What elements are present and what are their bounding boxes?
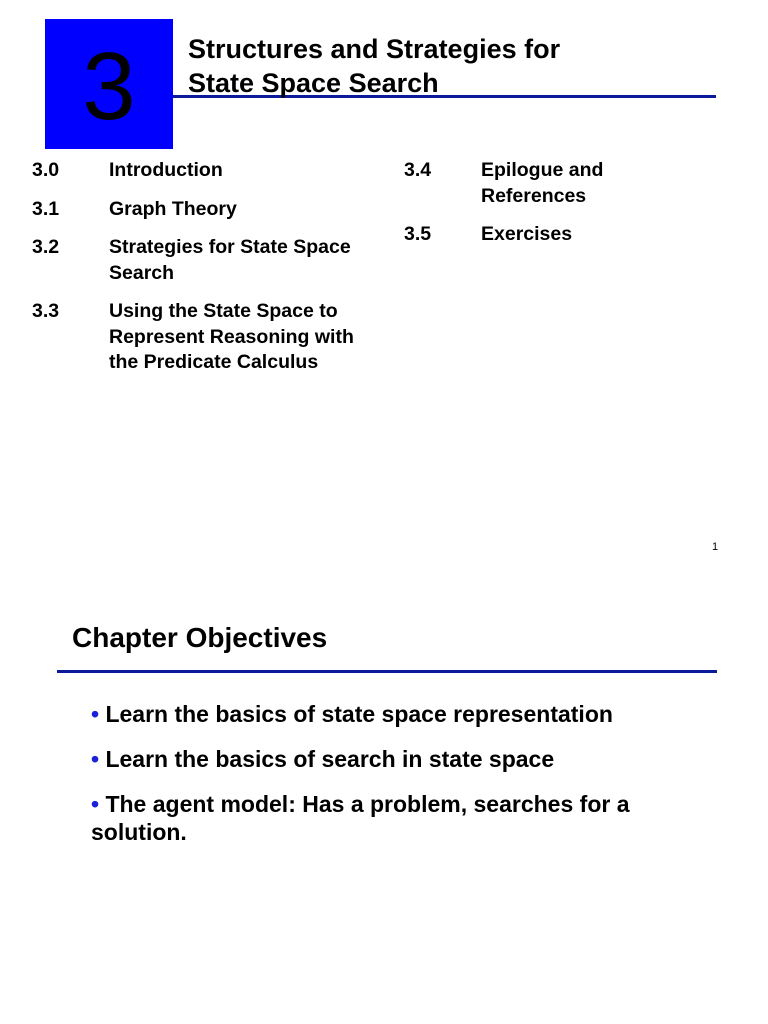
chapter-title [188,32,708,100]
toc-item-number: 3.5 [404,223,432,245]
toc-left-column [32,158,374,389]
toc-item-text: Strategies for State Space Search [109,236,351,284]
bullet-icon: • [91,701,100,727]
toc-item-number: 3.4 [404,159,432,181]
toc-item-number: 3.3 [32,300,60,322]
toc-item-number: 3.2 [32,236,60,258]
toc-item [32,158,374,184]
toc-item [404,222,681,248]
objective-item [91,790,691,846]
toc-item [32,235,374,286]
toc-item-text: Epilogue and References [481,159,604,207]
toc-item-text: Exercises [481,223,573,245]
toc-item-text: Graph Theory [109,197,237,220]
toc-item-number: 3.0 [32,159,60,181]
toc-item-text: Using the State Space to Represent Reasoning with the Predicate Calculus [109,300,354,373]
toc-item [32,299,374,376]
slide-chapter-objectives [0,576,768,1024]
objective-item [91,745,691,773]
bullet-icon: • [91,791,100,817]
objective-text: Learn the basics of state space representation [105,701,613,727]
objective-text: Learn the basics of search in state space [105,746,555,772]
objective-item [91,700,691,728]
toc-item-text: Introduction [109,159,223,181]
toc-item [32,197,374,223]
chapter-title-line-1: Structures and Strategies for [188,34,561,64]
toc-item [404,158,681,209]
bullet-icon: • [91,746,100,772]
chapter-number: 3 [82,33,136,140]
page-number: 1 [712,541,719,553]
objectives-underline [57,670,717,673]
toc-item-number: 3.1 [32,197,60,220]
objective-text: The agent model: Has a problem, searches for a solution. [91,791,630,845]
toc-right-column [404,158,681,261]
objectives-title: Chapter Objectives [72,622,328,653]
chapter-title-line-2: State Space Search [188,68,439,98]
objectives-list [91,700,691,863]
